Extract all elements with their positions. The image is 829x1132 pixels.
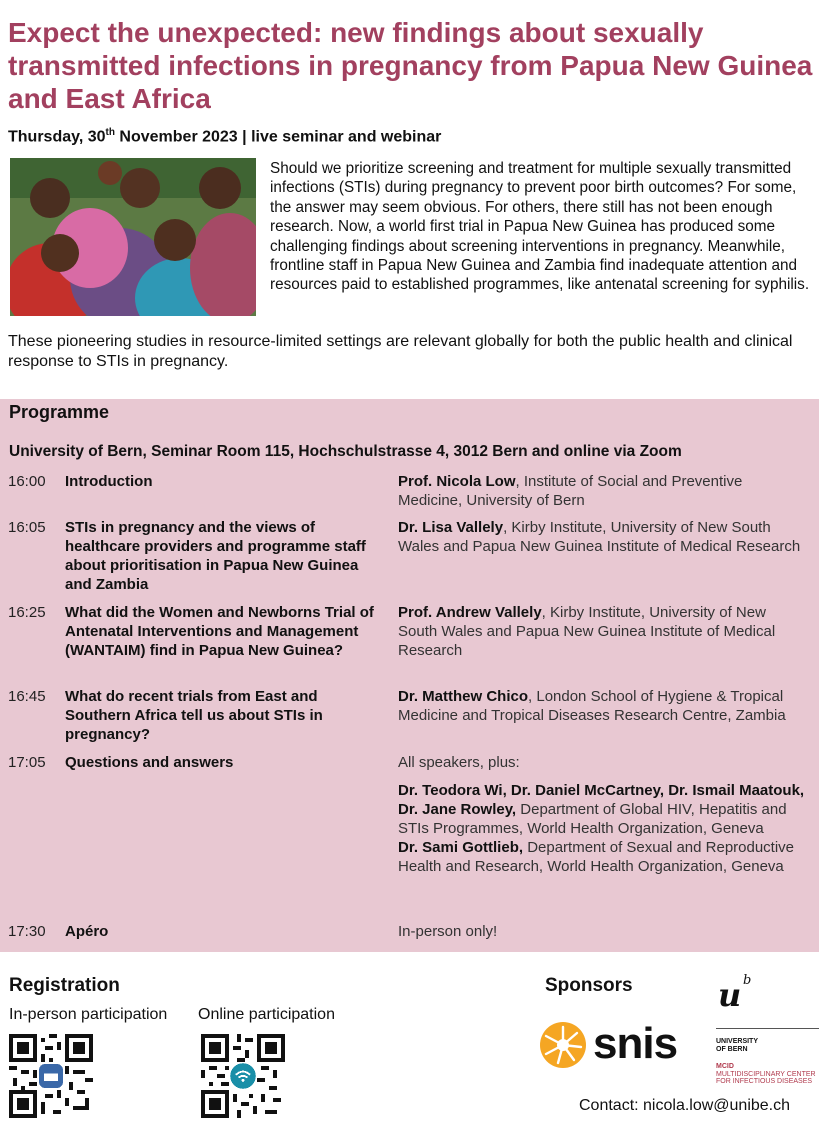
qa-group-who-hiv: Dr. Teodora Wi, Dr. Daniel McCartney, Dr. Ismail Maatouk, Dr. Jane Rowley, Department of Global HIV, Hepatitis and STIs Programmes, World Health Organization, Geneva	[398, 782, 805, 837]
programme-time: 16:25	[8, 604, 46, 621]
programme-section	[0, 399, 819, 952]
programme-talk: STIs in pregnancy and the views of healthcare providers and programme staff about prioritisation in Papua New Guinea and Zambia	[65, 519, 366, 593]
unibe-b: b	[743, 973, 752, 988]
snis-logo	[538, 1018, 688, 1070]
programme-talk: Questions and answers	[65, 754, 234, 771]
contact-email[interactable]: Contact: nicola.low@unibe.ch	[579, 1097, 791, 1114]
registration-heading: Registration	[9, 975, 120, 996]
online-label: Online participation	[198, 1006, 335, 1023]
qr-code-icon	[9, 1034, 93, 1118]
page-title: Expect the unexpected: new findings about sexually transmitted infections in pregnancy from Papua New Guinea and East Africa	[8, 17, 813, 114]
programme-time: 17:30	[8, 923, 46, 940]
qa-lead: All speakers, plus:	[398, 754, 520, 771]
programme-speaker: Prof. Nicola Low, Institute of Social and Preventive Medicine, University of Bern	[398, 473, 743, 509]
programme-time: 16:45	[8, 688, 46, 705]
programme-talk: What did the Women and Newborns Trial of Antenatal Interventions and Management (WANTAIM) find in Papua New Guinea?	[65, 604, 374, 659]
event-date: Thursday, 30th November 2023 | live seminar and webinar	[8, 127, 442, 146]
mcid-logo: MCID MULTIDISCIPLINARY CENTER FOR INFECTIOUS DISEASES	[716, 1063, 816, 1085]
programme-speaker	[398, 753, 808, 876]
programme-venue: University of Bern, Seminar Room 115, Hochschulstrasse 4, 3012 Bern and online via Zoom	[9, 443, 682, 460]
in-person-label: In-person participation	[9, 1006, 168, 1023]
photo-illustration	[10, 158, 256, 316]
sponsors-heading: Sponsors	[545, 975, 633, 996]
programme-note: In-person only!	[398, 923, 498, 940]
qr-code-icon	[201, 1034, 285, 1118]
intro-paragraph: Should we prioritize screening and treatment for multiple sexually transmitted infections (STIs) during pregnancy to prevent poor birth outcomes? For some, the answer may seem obvious. For others, there still has not been enough research. Now, a world first trial in Papua New Guinea has produced some challenging findings about screening interventions in pregnancy. Meanwhile, frontline staff in Papua New Guinea and Zambia find inadequate attention and resources paid to established programmes, like antenatal screening for syphilis.	[270, 160, 810, 294]
qa-group-who-srh: Dr. Sami Gottlieb, Department of Sexual and Reproductive Health and Research, World Health Organization, Geneva	[398, 839, 795, 875]
programme-talk: Apéro	[65, 923, 109, 940]
unibe-name-2: OF BERN	[716, 1046, 748, 1053]
programme-speaker: Dr. Matthew Chico, London School of Hygiene & Tropical Medicine and Tropical Diseases Research Centre, Zambia	[398, 688, 786, 724]
unibe-name-1: UNIVERSITY	[716, 1038, 759, 1045]
programme-heading: Programme	[9, 402, 110, 422]
programme-time: 16:05	[8, 519, 46, 536]
qr-code-online[interactable]	[201, 1034, 285, 1118]
unibe-logo	[716, 973, 820, 1088]
programme-time: 17:05	[8, 754, 46, 771]
qr-code-in-person[interactable]	[9, 1034, 93, 1118]
programme-speaker: Dr. Lisa Vallely, Kirby Institute, University of New South Wales and Papua New Guinea Institute of Medical Research	[398, 519, 801, 555]
programme-talk: What do recent trials from East and Southern Africa tell us about STIs in pregnancy?	[65, 688, 323, 743]
programme-time: 16:00	[8, 473, 46, 490]
unibe-divider	[716, 1028, 819, 1029]
snis-wordmark: snis	[593, 1019, 678, 1068]
snis-sun-icon	[538, 1020, 588, 1070]
programme-talk: Introduction	[65, 473, 153, 490]
group-photo	[10, 158, 256, 316]
programme-speaker: Prof. Andrew Vallely, Kirby Institute, University of New South Wales and Papua New Guinea Institute of Medical Research	[398, 604, 776, 659]
unibe-u: u	[718, 976, 742, 1014]
intro-paragraph-2: These pioneering studies in resource-limited settings are relevant globally for both the public health and clinical response to STIs in pregnancy.	[8, 333, 793, 370]
